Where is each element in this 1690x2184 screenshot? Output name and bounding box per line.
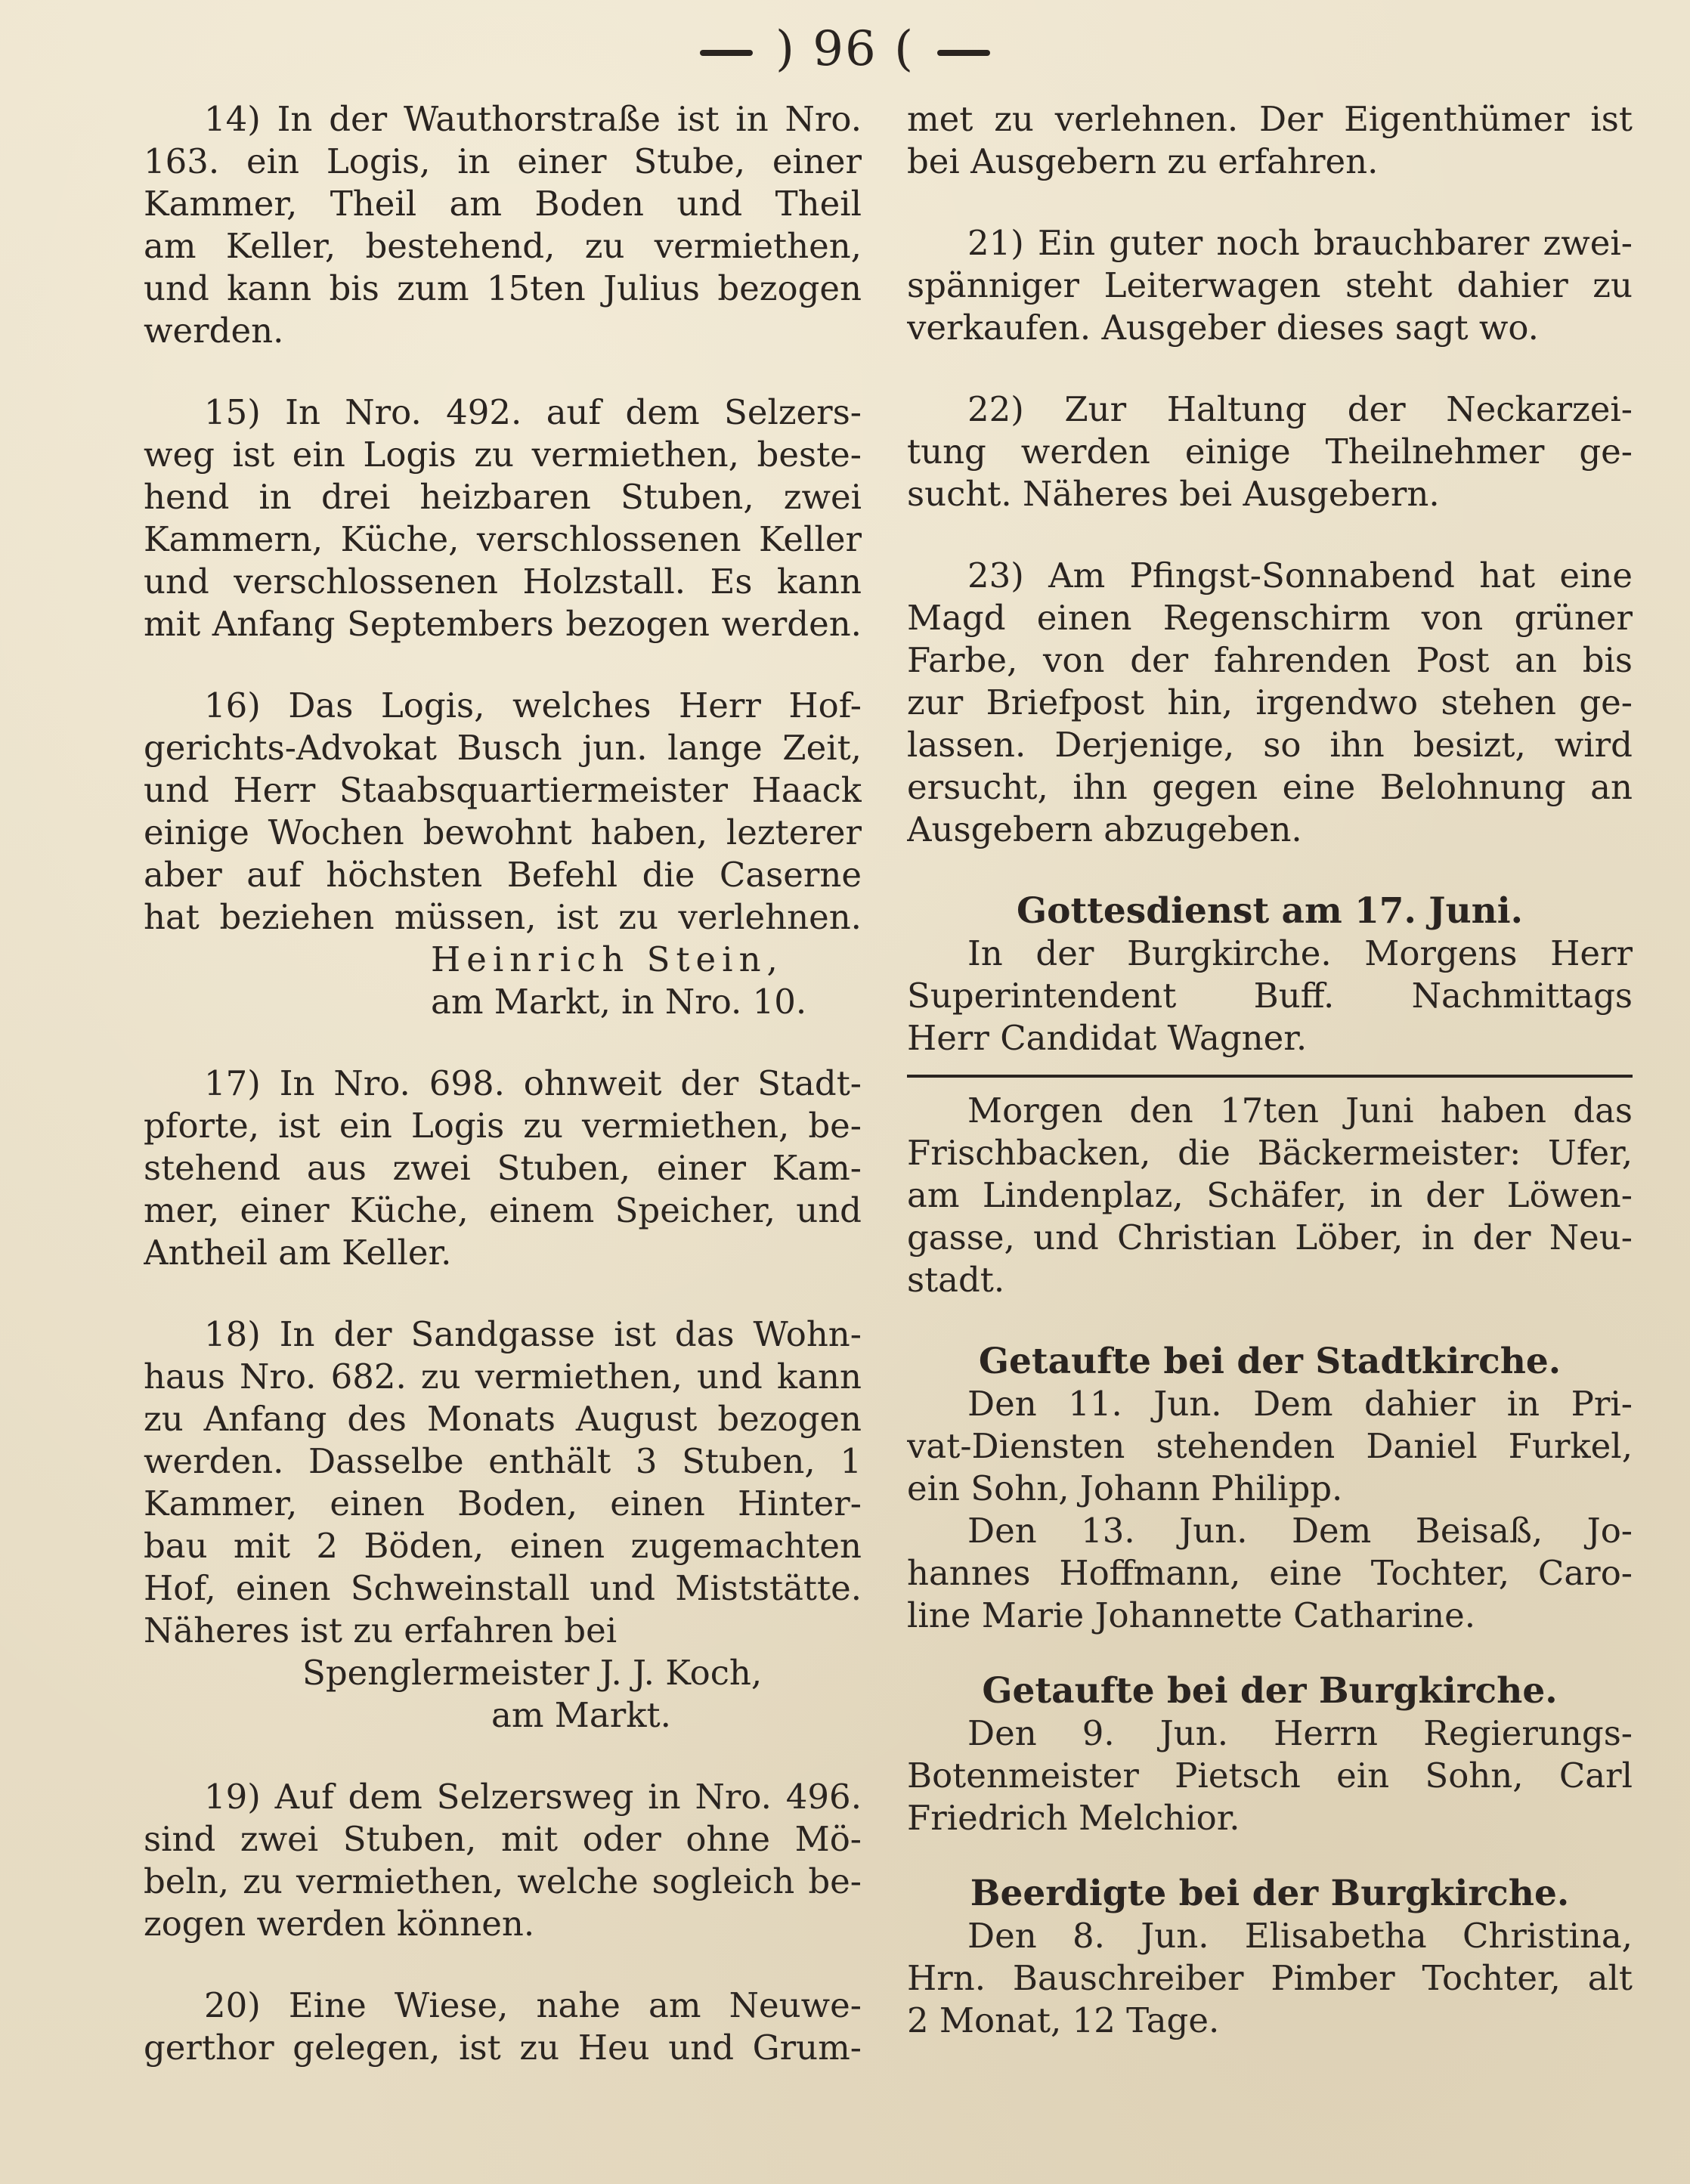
notice-line: werden. (144, 311, 284, 351)
notice-line: gerichts-Advokat Busch jun. lange Zeit, (144, 728, 862, 768)
church-service-text (907, 933, 1633, 1060)
section-heading: Beerdigte bei der Burgkirche. (970, 1873, 1570, 1914)
notice-line: Den 11. Jun. Dem dahier in Pri- (967, 1384, 1633, 1424)
notice-line: stadt. (907, 1260, 1005, 1300)
baptized-burgkirche-section (907, 1670, 1633, 1839)
notice-line: Herr Candidat Wagner. (907, 1018, 1308, 1058)
notice-line: 22) Zur Haltung der Neckarzei- (967, 389, 1633, 429)
notice-line: Hrn. Bauschreiber Pimber Tochter, alt (907, 1958, 1633, 1998)
notice-line: beln, zu vermiethen, welche sogleich be- (144, 1861, 862, 1901)
notice-line: Ausgebern abzugeben. (907, 809, 1302, 849)
notice-line: lassen. Derjenige, so ihn besizt, wird (907, 725, 1633, 765)
notice-20 (144, 1984, 862, 2069)
notice-line: gasse, und Christian Löber, in der Neu- (907, 1217, 1633, 1258)
notice-line: Den 9. Jun. Herrn Regierungs- (967, 1713, 1633, 1753)
notice-line: und Herr Staabsquartiermeister Haack (144, 770, 862, 810)
notice-line: bau mit 2 Böden, einen zugemachten (144, 1526, 862, 1566)
notice-line: Den 13. Jun. Dem Beisaß, Jo- (967, 1511, 1633, 1551)
notice-line: werden. Dasselbe enthält 3 Stuben, 1 (144, 1441, 862, 1481)
notice-line: line Marie Johannette Catharine. (907, 1595, 1476, 1635)
notice-22 (907, 388, 1633, 515)
notice-line: hannes Hoffmann, eine Tochter, Caro- (907, 1553, 1633, 1593)
notice-line: Näheres ist zu erfahren bei (144, 1610, 618, 1650)
notice-line: Botenmeister Pietsch ein Sohn, Carl (907, 1756, 1633, 1796)
notice-line: haus Nro. 682. zu vermiethen, und kann (144, 1356, 862, 1397)
notice-14 (144, 98, 862, 352)
notice-line: Kammern, Küche, verschlossenen Keller (144, 519, 862, 559)
notice-18 (144, 1313, 862, 1737)
signature-address: am Markt. (491, 1695, 671, 1735)
notice-17 (144, 1063, 862, 1274)
notice-line: tung werden einige Theilnehmer ge- (907, 432, 1633, 472)
header-rule-left (700, 50, 753, 56)
notice-line: 23) Am Pfingst-Sonnabend hat eine (967, 555, 1633, 595)
notice-15 (144, 391, 862, 645)
notice-line: 21) Ein guter noch brauchbarer zwei- (967, 223, 1633, 263)
church-service-section (907, 890, 1633, 1060)
section-heading: Gottesdienst am 17. Juni. (1016, 890, 1524, 932)
notice-20-continued (907, 98, 1633, 183)
buried-burgkirche-section (907, 1873, 1633, 2042)
notice-line: stehend aus zwei Stuben, einer Kam- (144, 1148, 862, 1188)
notice-line: aber auf höchsten Befehl die Caserne (144, 855, 862, 895)
section-divider (907, 1075, 1633, 1078)
notice-line: hend in drei heizbaren Stuben, zwei (144, 477, 862, 517)
left-column (144, 98, 862, 2108)
notice-line: 20) Eine Wiese, nahe am Neuwe- (204, 1985, 862, 2025)
header-rule-right (937, 50, 990, 56)
notice-line: sind zwei Stuben, mit oder ohne Mö- (144, 1819, 862, 1859)
signature-name: Heinrich Stein, (431, 939, 784, 979)
notice-line: Hof, einen Schweinstall und Miststätte. (144, 1568, 862, 1608)
notice-line: spänniger Leiterwagen steht dahier zu (907, 265, 1633, 305)
notice-line: Magd einen Regenschirm von grüner (907, 598, 1633, 638)
notice-line: und verschlossenen Holzstall. Es kann (144, 561, 862, 602)
notice-line: zur Briefpost hin, irgendwo stehen ge- (907, 682, 1633, 722)
baptized-stadtkirche-text (907, 1383, 1633, 1637)
notice-line: ein Sohn, Johann Philipp. (907, 1468, 1343, 1508)
notice-line: Antheil am Keller. (144, 1233, 452, 1273)
right-column (907, 98, 1633, 2075)
notice-line: Superintendent Buff. Nachmittags (907, 976, 1633, 1016)
notice-line: 163. ein Logis, in einer Stube, einer (144, 141, 862, 181)
notice-line: zu Anfang des Monats August bezogen (144, 1399, 862, 1439)
notice-line: Frischbacken, die Bäckermeister: Ufer, (907, 1133, 1633, 1173)
notice-line: 16) Das Logis, welches Herr Hof- (204, 685, 862, 725)
notice-line: 17) In Nro. 698. ohnweit der Stadt- (204, 1063, 862, 1103)
notice-line: In der Burgkirche. Morgens Herr (967, 933, 1633, 973)
page-header (0, 23, 1690, 76)
notice-line: Kammer, einen Boden, einen Hinter- (144, 1483, 862, 1524)
notice-line: met zu verlehnen. Der Eigenthümer ist (907, 99, 1633, 139)
notice-line: mer, einer Küche, einem Speicher, und (144, 1190, 862, 1230)
notice-line: Morgen den 17ten Juni haben das (967, 1090, 1633, 1131)
section-heading: Getaufte bei der Stadtkirche. (978, 1341, 1562, 1382)
notice-line: und kann bis zum 15ten Julius bezogen (144, 268, 862, 308)
notice-line: 2 Monat, 12 Tage. (907, 2000, 1220, 2040)
page-number: ) 96 ( (775, 21, 915, 77)
notice-line: einige Wochen bewohnt haben, lezterer (144, 812, 862, 852)
notice-23 (907, 555, 1633, 851)
notice-line: mit Anfang Septembers bezogen werden. (144, 604, 862, 644)
bakers-notice (907, 1090, 1633, 1301)
notice-line: pforte, ist ein Logis zu vermiethen, be- (144, 1106, 862, 1146)
notice-line: Den 8. Jun. Elisabetha Christina, (967, 1916, 1633, 1956)
notice-line: weg ist ein Logis zu vermiethen, beste- (144, 435, 862, 475)
notice-line: verkaufen. Ausgeber dieses sagt wo. (907, 308, 1539, 348)
notice-line: Friedrich Melchior. (907, 1798, 1240, 1838)
notice-21 (907, 222, 1633, 349)
notice-line: Kammer, Theil am Boden und Theil (144, 184, 862, 224)
notice-line: 19) Auf dem Selzersweg in Nro. 496. (204, 1777, 862, 1817)
section-heading: Getaufte bei der Burgkirche. (982, 1670, 1558, 1712)
notice-line: am Keller, bestehend, zu vermiethen, (144, 226, 862, 266)
notice-line: 15) In Nro. 492. auf dem Selzers- (204, 392, 862, 432)
notice-line: vat-Diensten stehenden Daniel Furkel, (907, 1426, 1633, 1466)
notice-line: bei Ausgebern zu erfahren. (907, 141, 1379, 181)
notice-line: 14) In der Wauthorstraße ist in Nro. (204, 99, 862, 139)
notice-16 (144, 685, 862, 1023)
buried-burgkirche-text (907, 1915, 1633, 2042)
notice-line: ersucht, ihn gegen eine Belohnung an (907, 767, 1633, 807)
notice-line: hat beziehen müssen, ist zu verlehnen. (144, 897, 862, 937)
signature-address: am Markt, in Nro. 10. (431, 982, 807, 1022)
baptized-stadtkirche-section (907, 1341, 1633, 1637)
notice-line: sucht. Näheres bei Ausgebern. (907, 474, 1440, 514)
notice-line: gerthor gelegen, ist zu Heu und Grum- (144, 2028, 862, 2068)
signature-name: Spenglermeister J. J. Koch, (302, 1653, 763, 1693)
notice-line: am Lindenplaz, Schäfer, in der Löwen- (907, 1175, 1633, 1215)
notice-line: Farbe, von der fahrenden Post an bis (907, 640, 1633, 680)
notice-line: zogen werden können. (144, 1904, 535, 1944)
baptized-burgkirche-text (907, 1712, 1633, 1839)
notice-19 (144, 1776, 862, 1945)
notice-line: 18) In der Sandgasse ist das Wohn- (204, 1314, 862, 1354)
